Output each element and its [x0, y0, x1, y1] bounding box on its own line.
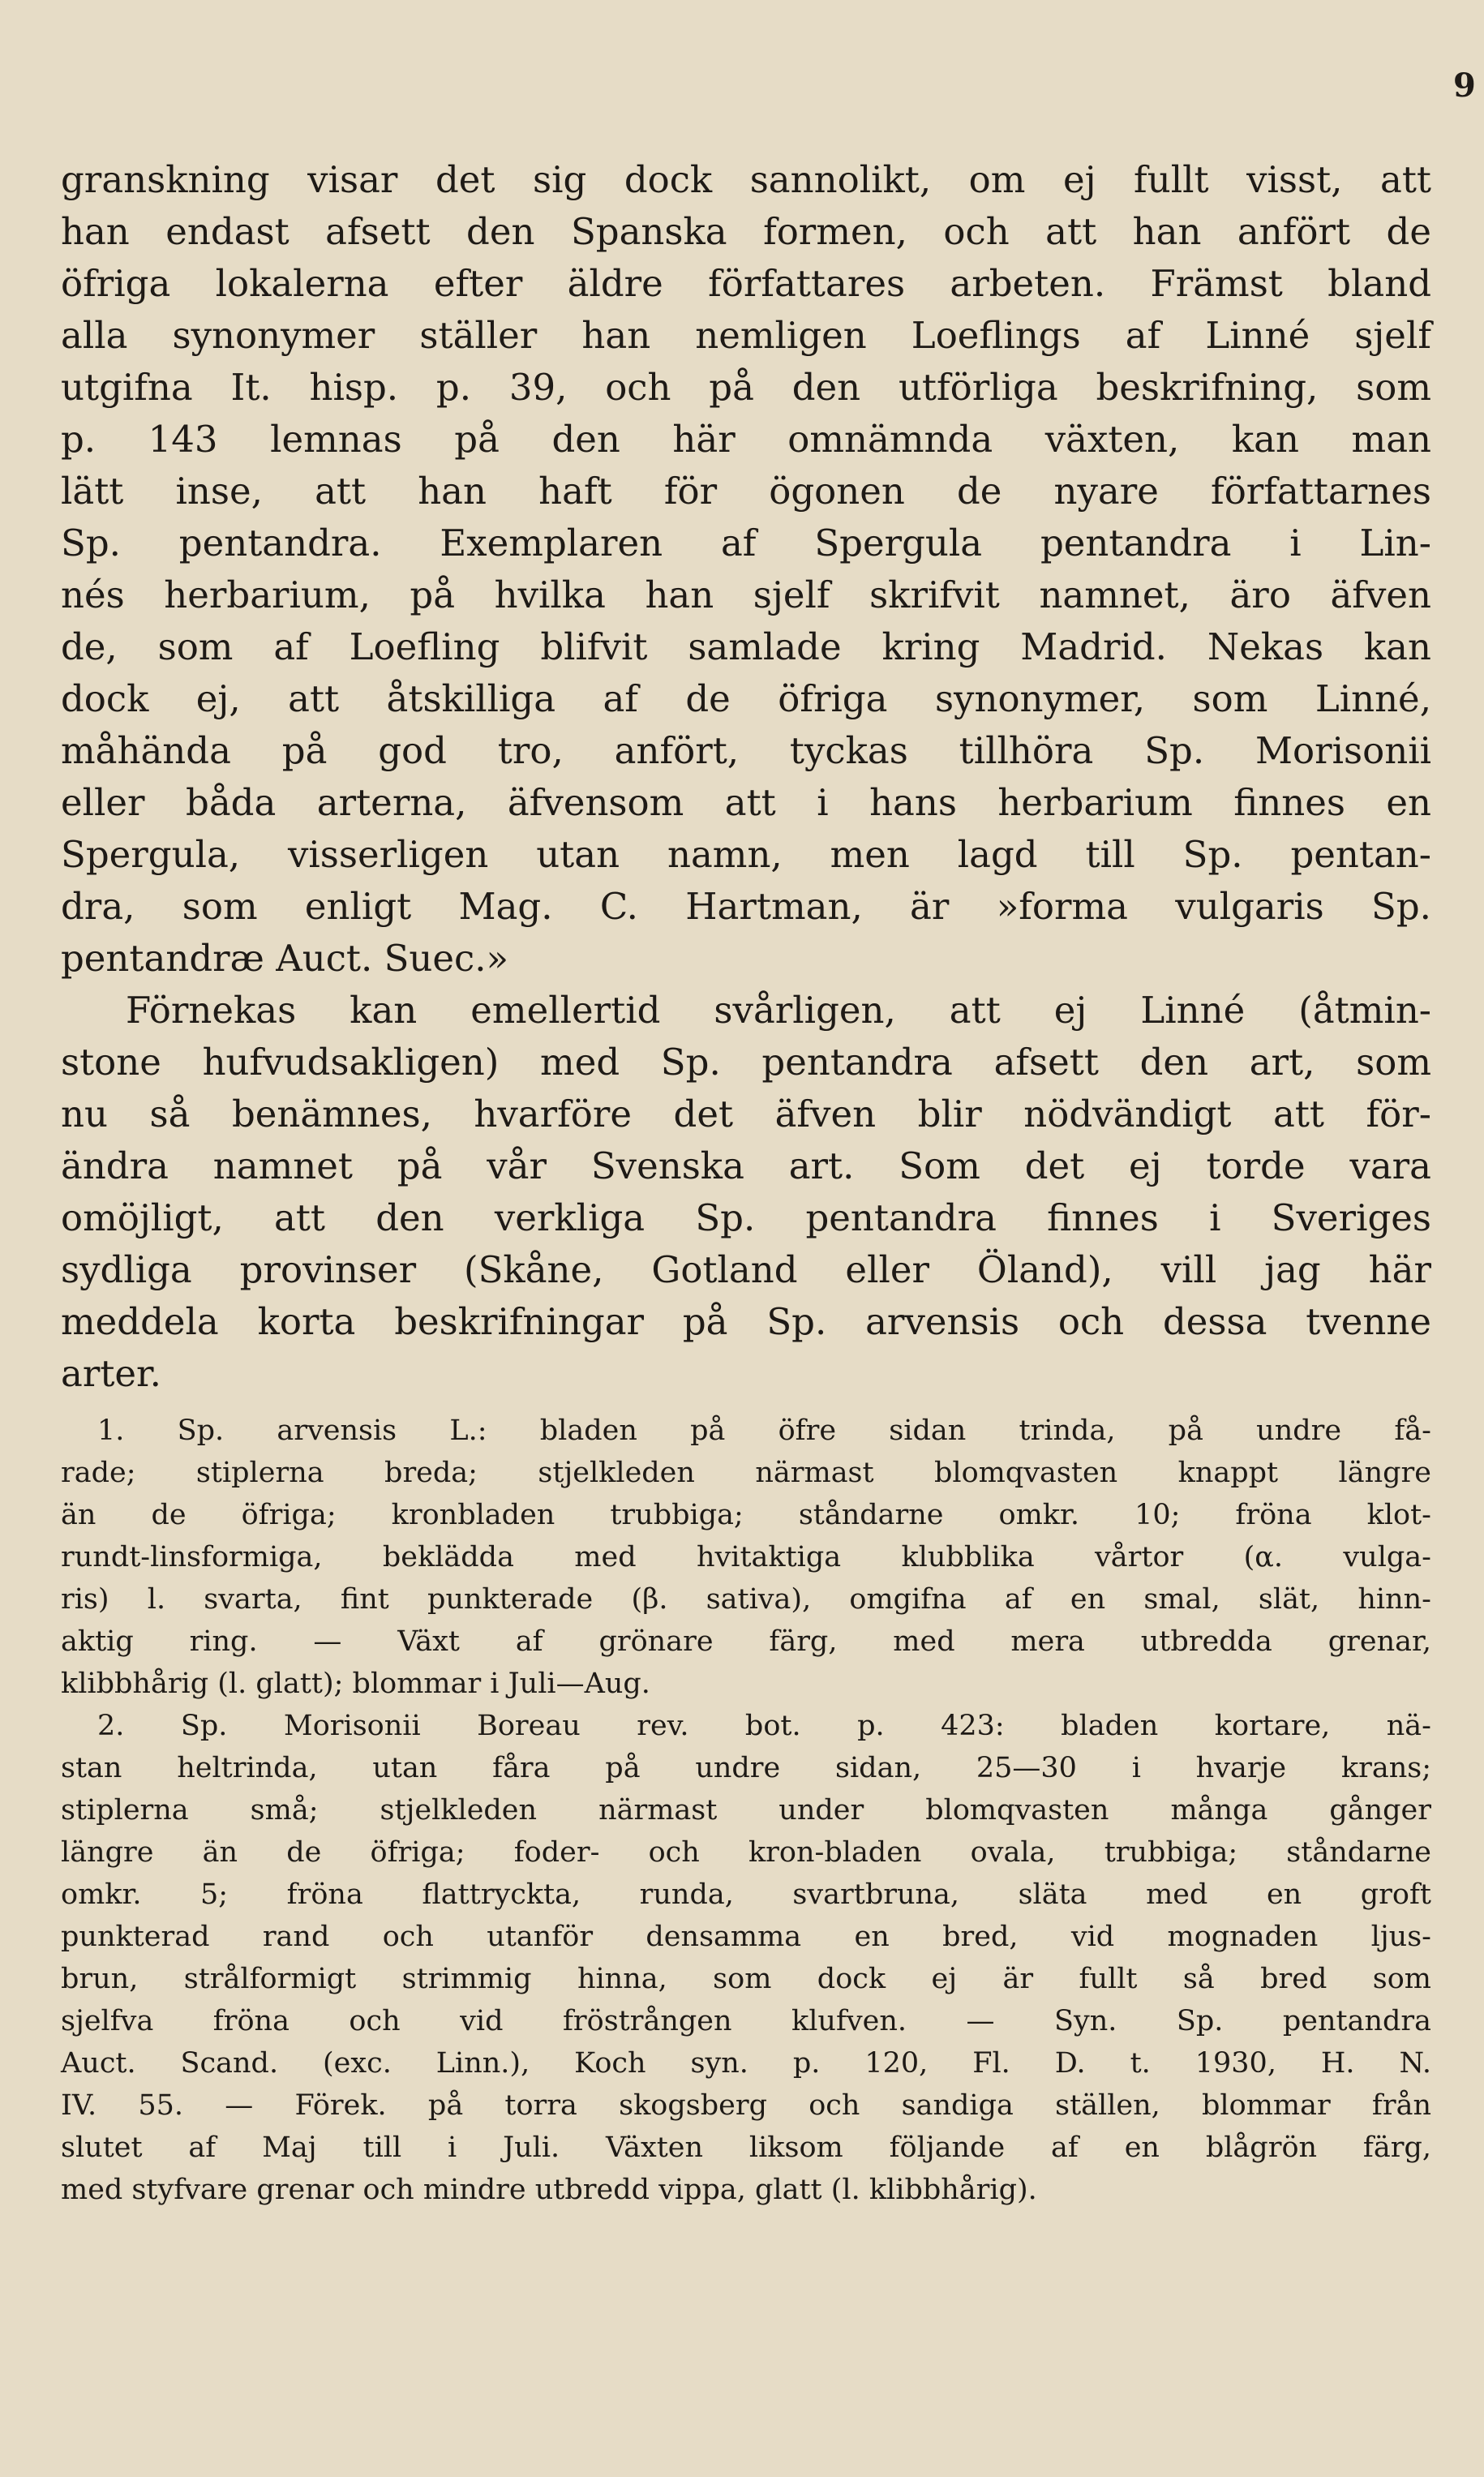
- body-line: dra, som enligt Mag. C. Hartman, är »forma vulgaris Sp.: [61, 885, 1431, 928]
- description-line: 1. Sp. arvensis L.: bladen på öfre sidan trinda, på undre få-: [97, 1415, 1431, 1447]
- body-line: Spergula, visserligen utan namn, men lagd till Sp. pentan-: [61, 833, 1431, 876]
- body-line: dock ej, att åtskilliga af de öfriga synonymer, som Linné,: [61, 677, 1431, 720]
- page-number: 9: [1453, 67, 1476, 105]
- body-line: utgifna It. hisp. p. 39, och på den utförliga beskrifning, som: [61, 366, 1431, 409]
- body-line: eller båda arterna, äfvensom att i hans herbarium finnes en: [61, 781, 1431, 824]
- description-line: med styfvare grenar och mindre utbredd vippa, glatt (l. klibbhårig).: [61, 2174, 1037, 2206]
- description-line: stan heltrinda, utan fåra på undre sidan, 25—30 i hvarje krans;: [61, 1752, 1431, 1784]
- body-line: alla synonymer ställer han nemligen Loeflings af Linné sjelf: [61, 314, 1431, 357]
- description-line: ris) l. svarta, fint punkterade (β. sativa), omgifna af en smal, slät, hinn-: [61, 1583, 1431, 1616]
- description-line: 2. Sp. Morisonii Boreau rev. bot. p. 423: bladen kortare, nä-: [97, 1710, 1431, 1742]
- description-line: klibbhårig (l. glatt); blommar i Juli—Aug.: [61, 1668, 650, 1700]
- body-line: öfriga lokalerna efter äldre författares arbeten. Främst bland: [61, 262, 1431, 305]
- description-line: slutet af Maj till i Juli. Växten liksom följande af en blågrön färg,: [61, 2131, 1431, 2164]
- body-line: de, som af Loefling blifvit samlade kring Madrid. Nekas kan: [61, 625, 1431, 668]
- description-line: omkr. 5; fröna flattryckta, runda, svartbruna, släta med en groft: [61, 1878, 1431, 1911]
- body-line: Förnekas kan emellertid svårligen, att ej Linné (åtmin-: [126, 989, 1431, 1032]
- body-line: arter.: [61, 1352, 161, 1395]
- description-line: än de öfriga; kronbladen trubbiga; ståndarne omkr. 10; fröna klot-: [61, 1499, 1431, 1531]
- body-line: p. 143 lemnas på den här omnämnda växten, kan man: [61, 418, 1431, 461]
- description-line: sjelfva fröna och vid fröstrången klufven. — Syn. Sp. pentandra: [61, 2005, 1431, 2037]
- body-line: sydliga provinser (Skåne, Gotland eller Öland), vill jag här: [61, 1248, 1431, 1291]
- description-line: längre än de öfriga; foder- och kron-bladen ovala, trubbiga; ståndarne: [61, 1836, 1431, 1869]
- description-line: rade; stiplerna breda; stjelkleden närmast blomqvasten knappt längre: [61, 1457, 1431, 1489]
- description-line: IV. 55. — Förek. på torra skogsberg och sandiga ställen, blommar från: [61, 2089, 1431, 2122]
- body-line: meddela korta beskrifningar på Sp. arvensis och dessa tvenne: [61, 1300, 1431, 1343]
- body-line: pentandræ Auct. Suec.»: [61, 937, 509, 980]
- description-line: rundt-linsformiga, beklädda med hvitaktiga klubblika vårtor (α. vulga-: [61, 1541, 1431, 1573]
- body-line: måhända på god tro, anfört, tyckas tillhöra Sp. Morisonii: [61, 729, 1431, 772]
- description-line: Auct. Scand. (exc. Linn.), Koch syn. p. 120, Fl. D. t. 1930, H. N.: [61, 2047, 1431, 2080]
- body-line: omöjligt, att den verkliga Sp. pentandra finnes i Sveriges: [61, 1196, 1431, 1239]
- body-line: han endast afsett den Spanska formen, och att han anfört de: [61, 210, 1431, 253]
- body-line: nu så benämnes, hvarföre det äfven blir nödvändigt att för-: [61, 1093, 1431, 1135]
- body-line: granskning visar det sig dock sannolikt, om ej fullt visst, att: [61, 158, 1431, 201]
- body-line: lätt inse, att han haft för ögonen de nyare författarnes: [61, 470, 1431, 513]
- body-line: Sp. pentandra. Exemplaren af Spergula pentandra i Lin-: [61, 522, 1431, 565]
- body-line: ändra namnet på vår Svenska art. Som det ej torde vara: [61, 1144, 1431, 1187]
- body-line: nés herbarium, på hvilka han sjelf skrifvit namnet, äro äfven: [61, 573, 1431, 616]
- description-line: punkterad rand och utanför densamma en bred, vid mognaden ljus-: [61, 1921, 1431, 1953]
- description-line: aktig ring. — Växt af grönare färg, med mera utbredda grenar,: [61, 1625, 1431, 1658]
- body-line: stone hufvudsakligen) med Sp. pentandra afsett den art, som: [61, 1041, 1431, 1084]
- description-line: brun, strålformigt strimmig hinna, som dock ej är fullt så bred som: [61, 1963, 1431, 1995]
- description-line: stiplerna små; stjelkleden närmast under blomqvasten många gånger: [61, 1794, 1431, 1827]
